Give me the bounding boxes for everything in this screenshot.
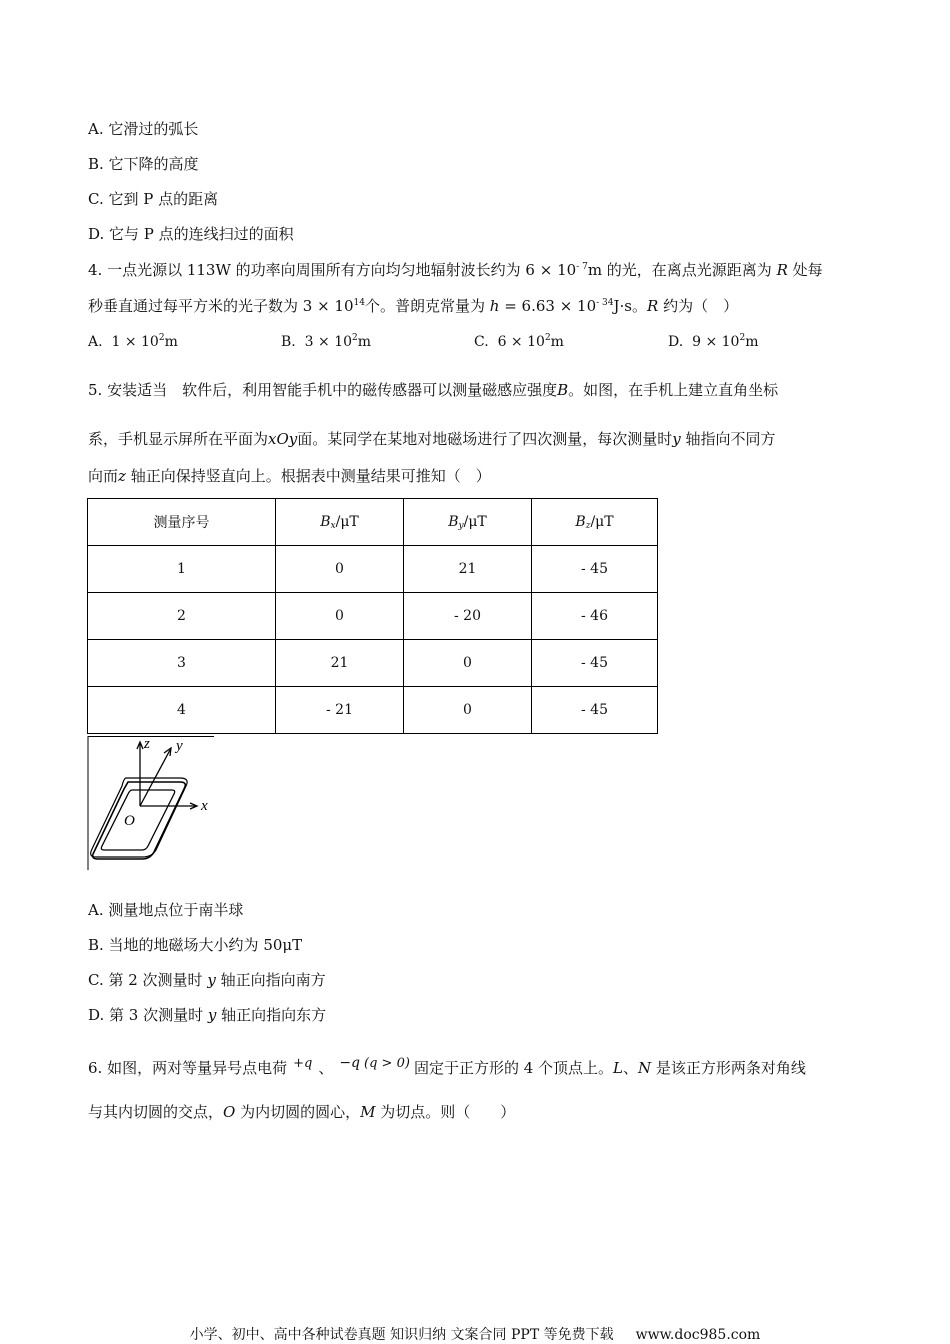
q6-stem-line1: 6. 如图，两对等量异号点电荷 +q 、 −q (q > 0) 固定于正方形的 4 个顶点上。L、N 是该正方形两条对角线 xyxy=(88,1055,806,1077)
table-cell: 0 xyxy=(276,546,404,593)
phone-axes-figure xyxy=(84,736,224,870)
q4-option-b: B. $3 \times 10^2m$ xyxy=(281,333,372,350)
table-cell: 1 xyxy=(88,546,276,593)
q3-option-d: D. 它与 P 点的连线扫过的面积 xyxy=(88,225,294,243)
table-row xyxy=(88,546,658,593)
header-cell: $B_z/\mu T$ xyxy=(532,499,658,546)
table-cell: 0 xyxy=(276,593,404,640)
table-cell: 2 xyxy=(88,593,276,640)
table-cell: - 45 xyxy=(532,546,658,593)
q5-stem-line1: 5. 安装适当 软件后，利用智能手机中的磁传感器可以测量磁感应强度B。如图，在手机上建立直角坐标 xyxy=(88,381,779,399)
footer-url[interactable]: www.doc985.com xyxy=(635,1327,761,1343)
q5-stem-line2: 系，手机显示屏所在平面为xOy面。某同学在某地对地磁场进行了四次测量，每次测量时y 轴指向不同方 xyxy=(88,430,776,448)
header-cell: $B_x/\mu T$ xyxy=(276,499,404,546)
table-cell: 3 xyxy=(88,640,276,687)
phone-body xyxy=(91,778,187,859)
header-cell: $B_y/\mu T$ xyxy=(404,499,532,546)
page-footer xyxy=(0,1324,950,1344)
x-axis-label: x xyxy=(201,798,208,814)
table-cell: - 45 xyxy=(532,687,658,734)
q4-stem-line2: 秒垂直通过每平方米的光子数为 $3 \times 10^{14}$个。普朗克常量为 $h = 6.63 \times 10^{- 34}J\cdot s$。R 约为（ ） xyxy=(88,297,739,315)
q4-option-d: D. $9 \times 10^2m$ xyxy=(668,333,759,350)
q4-stem-line1: 4. 一点光源以 113W 的功率向周围所有方向均匀地辐射波长约为 $6 \times 10^{- 7}m$ 的光，在离点光源距离为 R 处每 xyxy=(88,261,823,279)
coordinate-axes xyxy=(137,742,197,809)
q5-option-d: D. 第 3 次测量时 y 轴正向指向东方 xyxy=(88,1006,327,1024)
q5-stem-line3: 向而z 轴正向保持竖直向上。根据表中测量结果可推知（ ） xyxy=(88,467,491,485)
phone-screen xyxy=(101,790,174,850)
table-cell: 4 xyxy=(88,687,276,734)
footer-text: 小学、初中、高中各种试卷真题 知识归纳 文案合同 PPT 等免费下载 xyxy=(189,1327,614,1343)
table-cell: - 45 xyxy=(532,640,658,687)
q3-option-c: C. 它到 P 点的距离 xyxy=(88,190,219,208)
q3-option-b: B. 它下降的高度 xyxy=(88,155,199,173)
origin-label: O xyxy=(124,813,135,829)
q6-stem-line2: 与其内切圆的交点，O 为内切圆的圆心，M 为切点。则（ ） xyxy=(88,1103,516,1121)
table-row xyxy=(88,687,658,734)
header-cell: 测量序号 xyxy=(88,499,276,546)
measurement-table xyxy=(87,498,658,734)
q4-option-a: A. $1 \times 10^2m$ xyxy=(88,333,178,350)
q5-option-a: A. 测量地点位于南半球 xyxy=(88,901,244,919)
table-header-row xyxy=(88,499,658,546)
table-cell: 21 xyxy=(404,546,532,593)
table-cell: - 20 xyxy=(404,593,532,640)
table-cell: 0 xyxy=(404,640,532,687)
table-row xyxy=(88,593,658,640)
table-cell: - 46 xyxy=(532,593,658,640)
y-axis-label: y xyxy=(176,738,183,754)
phone-outer-edge xyxy=(93,782,186,859)
q5-option-b: B. 当地的地磁场大小约为 50μT xyxy=(88,936,303,954)
table-cell: 0 xyxy=(404,687,532,734)
q4-option-c: C. $6 \times 10^2m$ xyxy=(474,333,564,350)
table-cell: 21 xyxy=(276,640,404,687)
table-row xyxy=(88,640,658,687)
z-axis-label: z xyxy=(144,736,150,752)
q5-option-c: C. 第 2 次测量时 y 轴正向指向南方 xyxy=(88,971,326,989)
q3-option-a: A. 它滑过的弧长 xyxy=(88,120,199,138)
table-cell: - 21 xyxy=(276,687,404,734)
